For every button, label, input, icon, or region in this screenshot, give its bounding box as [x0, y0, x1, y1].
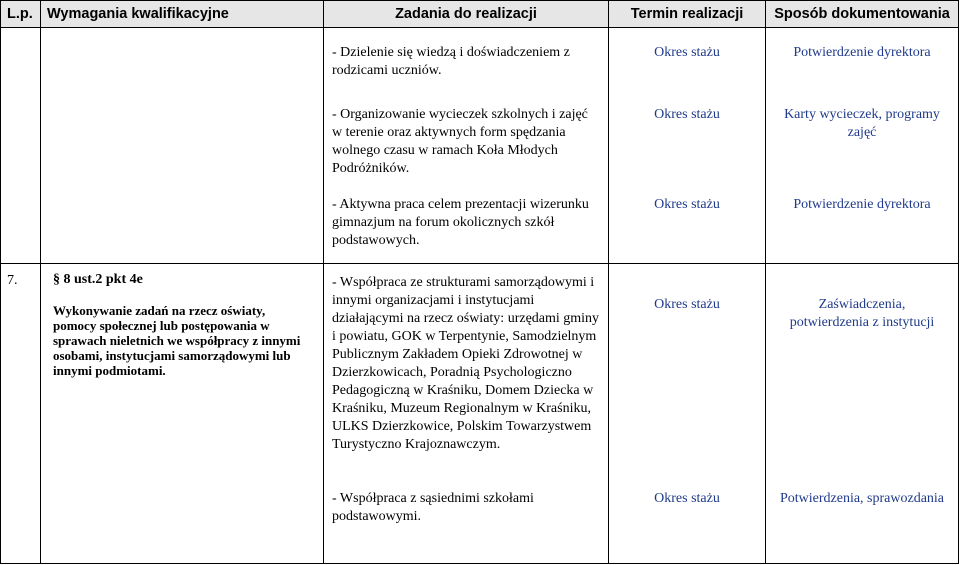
deadline-text: Okres stażu [654, 491, 720, 506]
header-lp: L.p. [1, 1, 41, 28]
task-item: - Aktywna praca celem prezentacji wizerunku gimnazjum na forum okolicznych szkół podstawowych. [332, 197, 589, 248]
documentation-text: Zaświadczenia, potwierdzenia z instytucji [789, 297, 935, 330]
deadline-text: Okres stażu [654, 107, 720, 122]
requirement-cell [41, 264, 324, 564]
table-row [1, 264, 959, 564]
documentation-cell [766, 264, 959, 564]
task-item: - Organizowanie wycieczek szkolnych i zajęć w terenie oraz aktywnych form spędzania wolnego czasu w ramach Koła Młodych Podróżników. [332, 107, 588, 176]
row-number: 7. [7, 273, 18, 288]
table-header-row [1, 1, 959, 28]
lp-cell-empty [1, 28, 41, 264]
header-tasks: Zadania do realizacji [324, 1, 609, 28]
documentation-text: Potwierdzenie dyrektora [793, 197, 931, 212]
deadline-text: Okres stażu [654, 45, 720, 60]
task-item: - Współpraca ze strukturami samorządowymi i innymi organizacjami i instytucjami działającymi na rzecz oświaty: urzędami gminy i powiatu, GOK w Terpentynie, Samodzielnym Publicznym Zakładem Opieki Zdrowotnej w Dzierzkowicach, Poradnią Psychologiczno Pedagogiczną w Kraśniku, Domem Dziecka w Kraśniku, Muzeum Regionalnym w Kraśniku, ULKS Dzierzkowice, Polskim Towarzystwem Turystyczno Krajoznawczym. [332, 275, 600, 452]
legal-reference: § 8 ust.2 pkt 4e [53, 272, 143, 287]
task-item: - Dzielenie się wiedzą i doświadczeniem z rodzicami uczniów. [332, 45, 570, 78]
task-item: - Współpraca z sąsiednimi szkołami podstawowymi. [332, 491, 534, 524]
deadline-cell [609, 28, 766, 264]
tasks-cell [324, 28, 609, 264]
lp-cell [1, 264, 41, 564]
requirement-text: Wykonywanie zadań na rzecz oświaty, pomocy społecznej lub postępowania w sprawach nieletnich we współpracy z innymi osobami, instytucjami samorządowymi lub innymi podmiotami. [53, 303, 301, 378]
header-deadline: Termin realizacji [609, 1, 766, 28]
documentation-text: Karty wycieczek, programy zajęć [784, 107, 940, 140]
deadline-text: Okres stażu [654, 197, 720, 212]
header-requirements: Wymagania kwalifikacyjne [41, 1, 324, 28]
header-documentation: Sposób dokumentowania [766, 1, 959, 28]
documentation-cell [766, 28, 959, 264]
documentation-text: Potwierdzenie dyrektora [793, 45, 931, 60]
requirement-cell-empty [41, 28, 324, 264]
documentation-text: Potwierdzenia, sprawozdania [779, 491, 945, 506]
table-row [1, 28, 959, 264]
deadline-text: Okres stażu [654, 297, 720, 312]
tasks-cell [324, 264, 609, 564]
deadline-cell [609, 264, 766, 564]
